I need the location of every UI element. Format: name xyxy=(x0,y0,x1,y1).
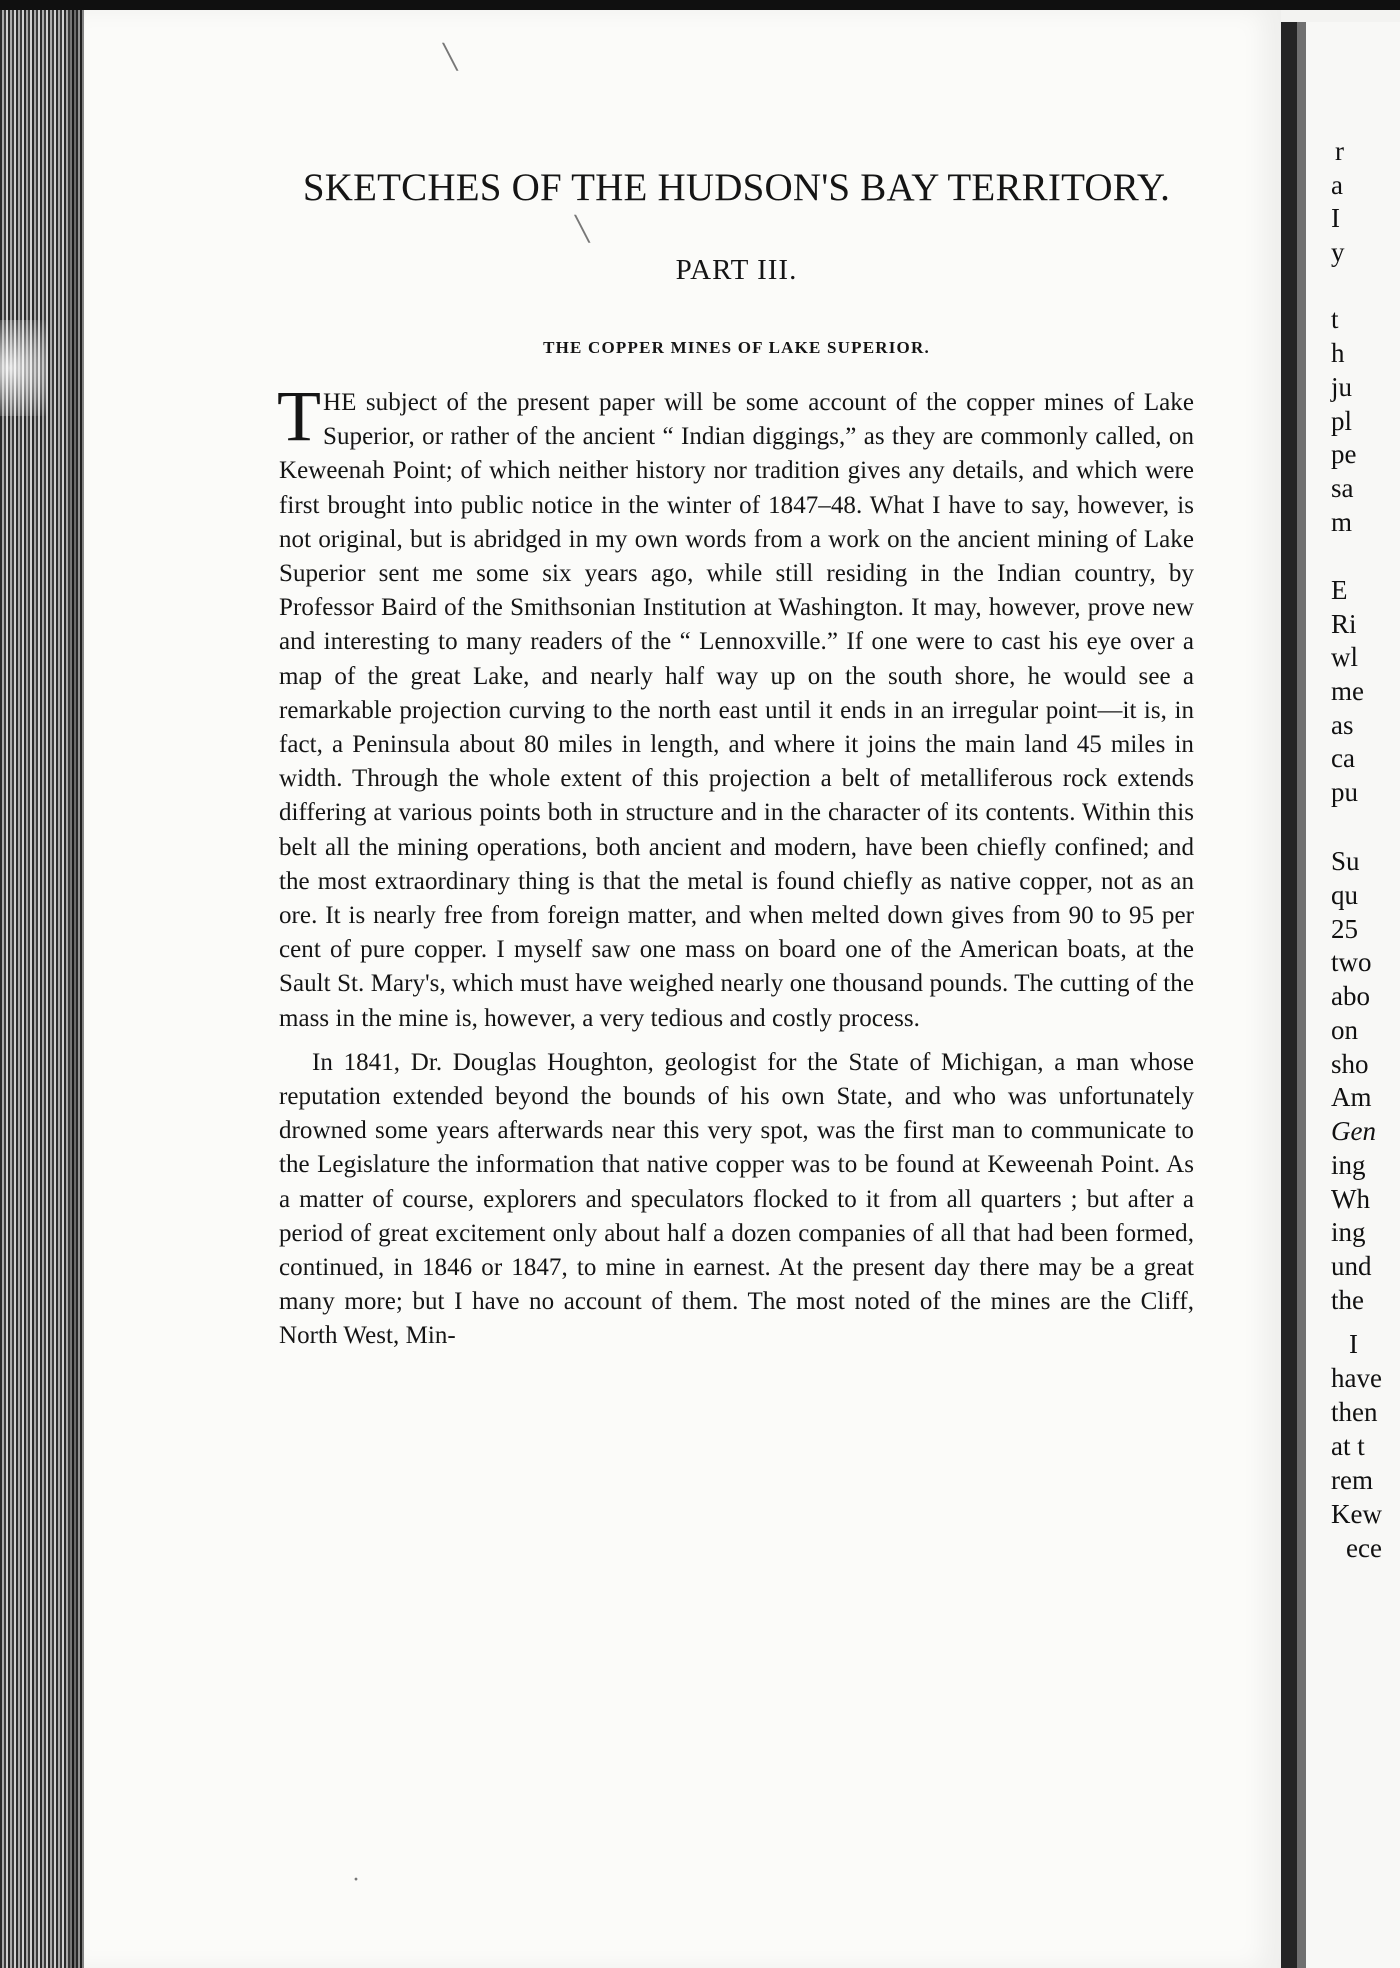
facing-page-fragment: y xyxy=(1331,237,1345,267)
scan-speck: ╲ xyxy=(575,217,590,243)
facing-page-fragment: Gen xyxy=(1331,1116,1376,1146)
facing-page-fragment: Su xyxy=(1331,846,1360,876)
facing-page-fragment: t xyxy=(1331,304,1339,334)
article-content xyxy=(279,162,1194,1354)
facing-page-fragment: as xyxy=(1331,710,1354,740)
facing-page-fragment: the xyxy=(1331,1285,1364,1315)
facing-page-fragment: und xyxy=(1331,1251,1372,1281)
scan-speck: ╲ xyxy=(443,45,458,71)
scan-top-border xyxy=(0,0,1400,10)
section-heading: THE COPPER MINES OF LAKE SUPERIOR. xyxy=(543,338,930,357)
article-body xyxy=(277,376,1194,1354)
facing-page-fragment: ju xyxy=(1331,372,1353,402)
paragraph-2: In 1841, Dr. Douglas Houghton, geologist for the State of Michigan, a man whose reputation extended beyond the bounds of his own State, and who was unfortunately drowned some years afterwards near this very spot, was the first man to communicate to the Legislature the information that native copper was to be found at Keweenah Point. As a matter of course, explorers and speculators flocked to it from all quarters ; but after a period of great excitement only about half a dozen companies of all that had been formed, continued, in 1846 or 1847, to mine in earnest. At the present day there may be a great many more; but I have no account of them. The most noted of the mines are the Cliff, North West, Min- xyxy=(279,1048,1194,1350)
facing-page-fragment: pu xyxy=(1331,777,1358,807)
facing-page-fragment: two xyxy=(1331,947,1372,977)
facing-page-fragment: at t xyxy=(1331,1431,1365,1461)
facing-page-fragment: ing xyxy=(1331,1150,1366,1180)
facing-page-fragment: 25 xyxy=(1331,914,1358,944)
facing-page-fragment: qu xyxy=(1331,880,1358,910)
facing-page-fragment: ing xyxy=(1331,1217,1366,1247)
facing-page-fragment: r xyxy=(1335,136,1344,166)
part-heading: PART III. xyxy=(675,254,798,286)
facing-page-fragment: abo xyxy=(1331,981,1370,1011)
facing-page-fragment: pe xyxy=(1331,439,1357,469)
facing-page-fragment: I xyxy=(1331,203,1340,233)
facing-page-fragment: have xyxy=(1331,1363,1382,1393)
facing-page-fragment: m xyxy=(1331,507,1353,537)
facing-page-fragment: a xyxy=(1331,170,1343,200)
facing-page-fragment: pl xyxy=(1331,406,1353,436)
paragraph-1-text: HE subject of the present paper will be some account of the copper mines of Lake Superior, or rather of the ancient “ Indian diggings,” as they are commonly called, on Keweenah Point; of which neither history nor tradition gives any details, and which were first brought into public notice in the winter of 1847–48. What I have to say, however, is not original, but is abridged in my own words from a work on the ancient mining of Lake Superior sent me some six years ago, while still residing in the Indian country, by Professor Baird of the Smithsonian Institution at Washington. It may, however, prove new and interesting to many readers of the “ Lennoxville.” If one were to cast his eye over a map of the great Lake, and nearly half way up on the south shore, he would see a remarkable projection curving to the north east until it ends in an irregular point—it is, in fact, a Peninsula about 80 miles in length, and where it joins the main land 45 miles in width. Through the whole extent of this projection a belt of metalliferous rock extends differing at various points both in structure and in the character of its contents. Within this belt all the mining operations, both ancient and modern, have been chiefly confined; and the most extraordinary thing is that the metal is found chiefly as native copper, not as an ore. It is nearly free from foreign matter, and when melted down gives from 90 to 95 per cent of pure copper. I myself saw one mass on board one of the American boats, at the Sault St. Mary's, which must have weighed nearly one thousand pounds. The cutting of the mass in the mine is, however, a very tedious and costly process. xyxy=(279,389,1194,1032)
facing-page-fragment: Kew xyxy=(1331,1499,1382,1529)
facing-page-fragment: Ri xyxy=(1331,609,1357,639)
facing-page-fragment: me xyxy=(1331,676,1364,706)
scan-light-spot xyxy=(0,320,48,416)
facing-page-fragment: ca xyxy=(1331,743,1355,773)
scan-speck: · xyxy=(352,1867,360,1893)
facing-page-fragment: on xyxy=(1331,1015,1358,1045)
facing-page-fragment: then xyxy=(1331,1397,1378,1427)
facing-page-fragment: I xyxy=(1349,1329,1358,1359)
facing-page-fragment: Am xyxy=(1331,1082,1372,1112)
facing-page-fragment: wl xyxy=(1331,642,1358,672)
facing-page-fragment: sa xyxy=(1331,473,1354,503)
article-title: SKETCHES OF THE HUDSON'S BAY TERRITORY. xyxy=(302,166,1171,209)
drop-cap: T xyxy=(277,376,322,456)
facing-page-fragment: ece xyxy=(1346,1533,1382,1563)
facing-page-fragment: sho xyxy=(1331,1049,1369,1079)
paragraph-1 xyxy=(277,376,1194,1036)
facing-page-fragment: h xyxy=(1331,338,1345,368)
facing-page-fragment: E xyxy=(1331,575,1348,605)
facing-page-fragment: Wh xyxy=(1331,1184,1370,1214)
facing-book-page xyxy=(1306,22,1400,1968)
facing-page-fragment: rem xyxy=(1331,1465,1373,1495)
